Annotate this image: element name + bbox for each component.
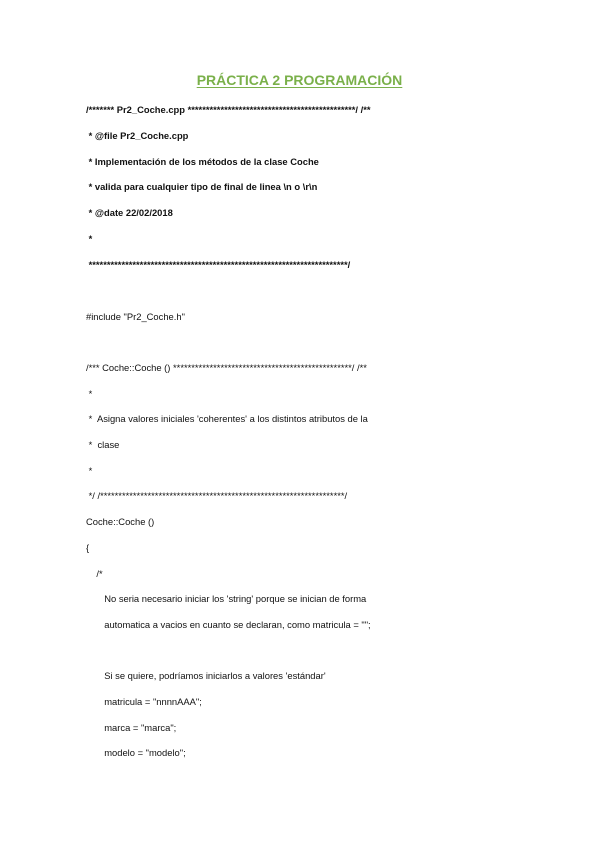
code-line: /* (86, 568, 103, 579)
code-line: modelo = "modelo"; (86, 747, 186, 758)
header-comment-line: * @file Pr2_Coche.cpp (86, 130, 189, 141)
header-comment-line: ***********************************************************************/ (86, 259, 351, 270)
header-comment-line: * Implementación de los métodos de la clase Coche (86, 156, 319, 167)
page-title: PRÁCTICA 2 PROGRAMACIÓN (196, 72, 403, 88)
ctor-comment-line: /*** Coche::Coche () *************************************************/ /** (86, 362, 367, 373)
code-line: automatica a vacios en cuanto se declaran, como matricula = ""; (86, 619, 371, 630)
ctor-comment-line: */ /*******************************************************************/ (86, 490, 348, 501)
code-line: No seria necesario iniciar los 'string' porque se inician de forma (86, 593, 367, 604)
ctor-comment-line: * (86, 388, 93, 399)
code-line: matricula = "nnnnAAA"; (86, 696, 202, 707)
ctor-comment-line: * clase (86, 439, 120, 450)
ctor-comment-line: * Asigna valores iniciales 'coherentes' a los distintos atributos de la (86, 413, 368, 424)
header-comment-line: * @date 22/02/2018 (86, 207, 173, 218)
header-comment-line: * (86, 233, 93, 244)
include-line: #include "Pr2_Coche.h" (86, 311, 185, 322)
code-line: marca = "marca"; (86, 722, 177, 733)
ctor-comment-line: * (86, 465, 93, 476)
code-line: Coche::Coche () (86, 516, 155, 527)
header-comment-line: * valida para cualquier tipo de final de linea \n o \r\n (86, 181, 318, 192)
code-line: Si se quiere, podríamos iniciarlos a valores 'estándar' (86, 670, 326, 681)
header-comment-line: /******* Pr2_Coche.cpp **********************************************/ /** (86, 104, 371, 115)
code-line: { (86, 542, 90, 553)
